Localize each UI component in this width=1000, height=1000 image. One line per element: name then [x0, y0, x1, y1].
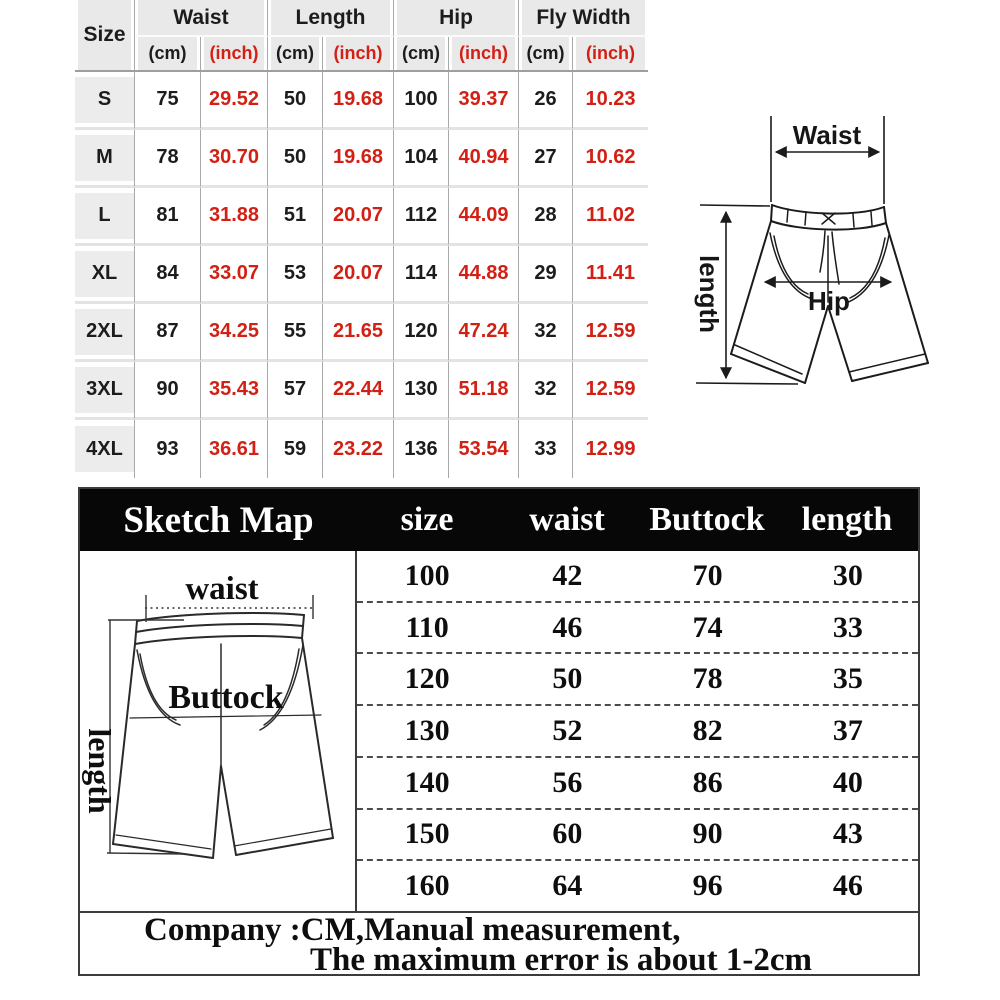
- sketch-map-box: [78, 487, 920, 976]
- cell-length: 46: [832, 869, 863, 903]
- unit-header-cm: (cm): [519, 37, 573, 72]
- cell-size: 150: [404, 817, 450, 851]
- value-cell: 20.07: [323, 246, 394, 304]
- header-length: length: [801, 501, 893, 538]
- value-cell: 47.24: [449, 304, 519, 362]
- value-cell: 51: [268, 188, 323, 246]
- value-cell: 11.41: [573, 246, 648, 304]
- note-line-2: The maximum error is about 1-2cm: [310, 942, 812, 978]
- shorts-measurement-sketch-top: [648, 86, 1000, 408]
- dimension-guides: [107, 595, 313, 854]
- value-cell: 11.02: [573, 188, 648, 246]
- value-cell: 36.61: [201, 420, 268, 478]
- value-cell: 19.68: [323, 72, 394, 130]
- size-label-cell: [75, 72, 135, 130]
- value-cell: 34.25: [201, 304, 268, 362]
- value-cell: 78: [135, 130, 201, 188]
- value-cell: 90: [135, 362, 201, 420]
- size-label-cell: [75, 188, 135, 246]
- value-cell: 100: [394, 72, 449, 130]
- size-table: [75, 0, 648, 478]
- sketch-map-title: Sketch Map: [123, 499, 314, 541]
- cell-waist: 46: [552, 610, 583, 644]
- value-cell: 20.07: [323, 188, 394, 246]
- value-cell: 59: [268, 420, 323, 478]
- value-cell: 40.94: [449, 130, 519, 188]
- cell-size: 140: [404, 765, 450, 799]
- value-cell: 55: [268, 304, 323, 362]
- value-cell: 120: [394, 304, 449, 362]
- length-label: length: [694, 255, 724, 333]
- column-group-fly-width: Fly Width: [519, 0, 648, 37]
- size-label: 3XL: [75, 367, 134, 413]
- size-label: XL: [75, 251, 134, 297]
- cell-size: 160: [404, 869, 450, 903]
- value-cell: 114: [394, 246, 449, 304]
- size-label: L: [75, 193, 134, 239]
- value-cell: 32: [519, 304, 573, 362]
- cell-length: 33: [832, 610, 863, 644]
- cell-waist: 42: [552, 558, 583, 592]
- waist-label: waist: [185, 571, 259, 607]
- value-cell: 19.68: [323, 130, 394, 188]
- value-cell: 33: [519, 420, 573, 478]
- value-cell: 51.18: [449, 362, 519, 420]
- value-cell: 50: [268, 72, 323, 130]
- sketch-map-content: [80, 551, 918, 911]
- value-cell: 12.59: [573, 304, 648, 362]
- value-cell: 22.44: [323, 362, 394, 420]
- cell-buttock: 70: [692, 558, 723, 592]
- unit-header-inch: (inch): [573, 37, 648, 72]
- size-label-cell: [75, 130, 135, 188]
- value-cell: 29.52: [201, 72, 268, 130]
- value-cell: 23.22: [323, 420, 394, 478]
- value-cell: 130: [394, 362, 449, 420]
- value-cell: 44.88: [449, 246, 519, 304]
- value-cell: 29: [519, 246, 573, 304]
- value-cell: 81: [135, 188, 201, 246]
- value-cell: 39.37: [449, 72, 519, 130]
- value-cell: 136: [394, 420, 449, 478]
- cell-buttock: 86: [692, 765, 723, 799]
- value-cell: 21.65: [323, 304, 394, 362]
- cell-length: 30: [832, 558, 863, 592]
- value-cell: 53: [268, 246, 323, 304]
- value-cell: 30.70: [201, 130, 268, 188]
- dimension-guides: [696, 116, 891, 384]
- size-label-cell: [75, 246, 135, 304]
- cell-size: 130: [404, 714, 450, 748]
- value-cell: 26: [519, 72, 573, 130]
- cell-length: 40: [832, 765, 863, 799]
- size-label: 4XL: [75, 426, 134, 472]
- unit-header-inch: (inch): [449, 37, 519, 72]
- cell-waist: 50: [552, 662, 583, 696]
- table-row: [357, 603, 918, 655]
- value-cell: 84: [135, 246, 201, 304]
- value-cell: 50: [268, 130, 323, 188]
- sketch-map-header-bar: [80, 489, 918, 551]
- cell-size: 120: [404, 662, 450, 696]
- cell-buttock: 90: [692, 817, 723, 851]
- column-group-waist: Waist: [135, 0, 268, 37]
- shorts-outline-drawing: [113, 613, 333, 858]
- column-group-length: Length: [268, 0, 394, 37]
- unit-header-inch: (inch): [323, 37, 394, 72]
- sketch-pane: [80, 551, 357, 911]
- size-label-cell: [75, 420, 135, 478]
- size-table-corner-header: Size: [75, 0, 135, 72]
- cell-waist: 60: [552, 817, 583, 851]
- value-cell: 112: [394, 188, 449, 246]
- value-cell: 35.43: [201, 362, 268, 420]
- unit-header-cm: (cm): [394, 37, 449, 72]
- cell-length: 35: [832, 662, 863, 696]
- hip-label: Hip: [808, 286, 850, 316]
- value-cell: 28: [519, 188, 573, 246]
- value-cell: 104: [394, 130, 449, 188]
- cell-buttock: 78: [692, 662, 723, 696]
- table-row: [357, 654, 918, 706]
- value-cell: 12.99: [573, 420, 648, 478]
- cell-buttock: 82: [692, 714, 723, 748]
- size-label: S: [75, 77, 134, 123]
- table-row: [357, 810, 918, 862]
- cell-waist: 56: [552, 765, 583, 799]
- cell-size: 110: [405, 610, 449, 644]
- value-cell: 33.07: [201, 246, 268, 304]
- cell-length: 37: [832, 714, 863, 748]
- cell-waist: 52: [552, 714, 583, 748]
- shorts-measurement-sketch-bottom: [80, 551, 355, 909]
- measurement-note: [80, 911, 918, 978]
- table-row: [357, 706, 918, 758]
- value-cell: 12.59: [573, 362, 648, 420]
- value-cell: 75: [135, 72, 201, 130]
- value-cell: 31.88: [201, 188, 268, 246]
- value-cell: 87: [135, 304, 201, 362]
- sketch-map-table: [357, 551, 918, 911]
- value-cell: 10.23: [573, 72, 648, 130]
- note-line-1: Company :CM,Manual measurement,: [144, 912, 681, 948]
- unit-header-cm: (cm): [268, 37, 323, 72]
- size-label-cell: [75, 362, 135, 420]
- header-waist: waist: [529, 501, 605, 538]
- buttock-label: Buttock: [168, 679, 284, 716]
- size-label-cell: [75, 304, 135, 362]
- cell-waist: 64: [552, 869, 583, 903]
- table-row: [357, 551, 918, 603]
- header-buttock: Buttock: [649, 501, 765, 538]
- column-group-hip: Hip: [394, 0, 519, 37]
- size-label: M: [75, 135, 134, 181]
- size-label: 2XL: [75, 309, 134, 355]
- cell-length: 43: [832, 817, 863, 851]
- cell-buttock: 74: [692, 610, 723, 644]
- value-cell: 53.54: [449, 420, 519, 478]
- length-label: length: [82, 728, 118, 814]
- waist-label: Waist: [792, 120, 862, 150]
- cell-buttock: 96: [692, 869, 723, 903]
- value-cell: 32: [519, 362, 573, 420]
- unit-header-cm: (cm): [135, 37, 201, 72]
- cell-size: 100: [404, 558, 450, 592]
- value-cell: 57: [268, 362, 323, 420]
- header-size: size: [400, 501, 454, 538]
- value-cell: 10.62: [573, 130, 648, 188]
- table-row: [357, 758, 918, 810]
- value-cell: 44.09: [449, 188, 519, 246]
- value-cell: 93: [135, 420, 201, 478]
- value-cell: 27: [519, 130, 573, 188]
- unit-header-inch: (inch): [201, 37, 268, 72]
- table-row: [357, 861, 918, 911]
